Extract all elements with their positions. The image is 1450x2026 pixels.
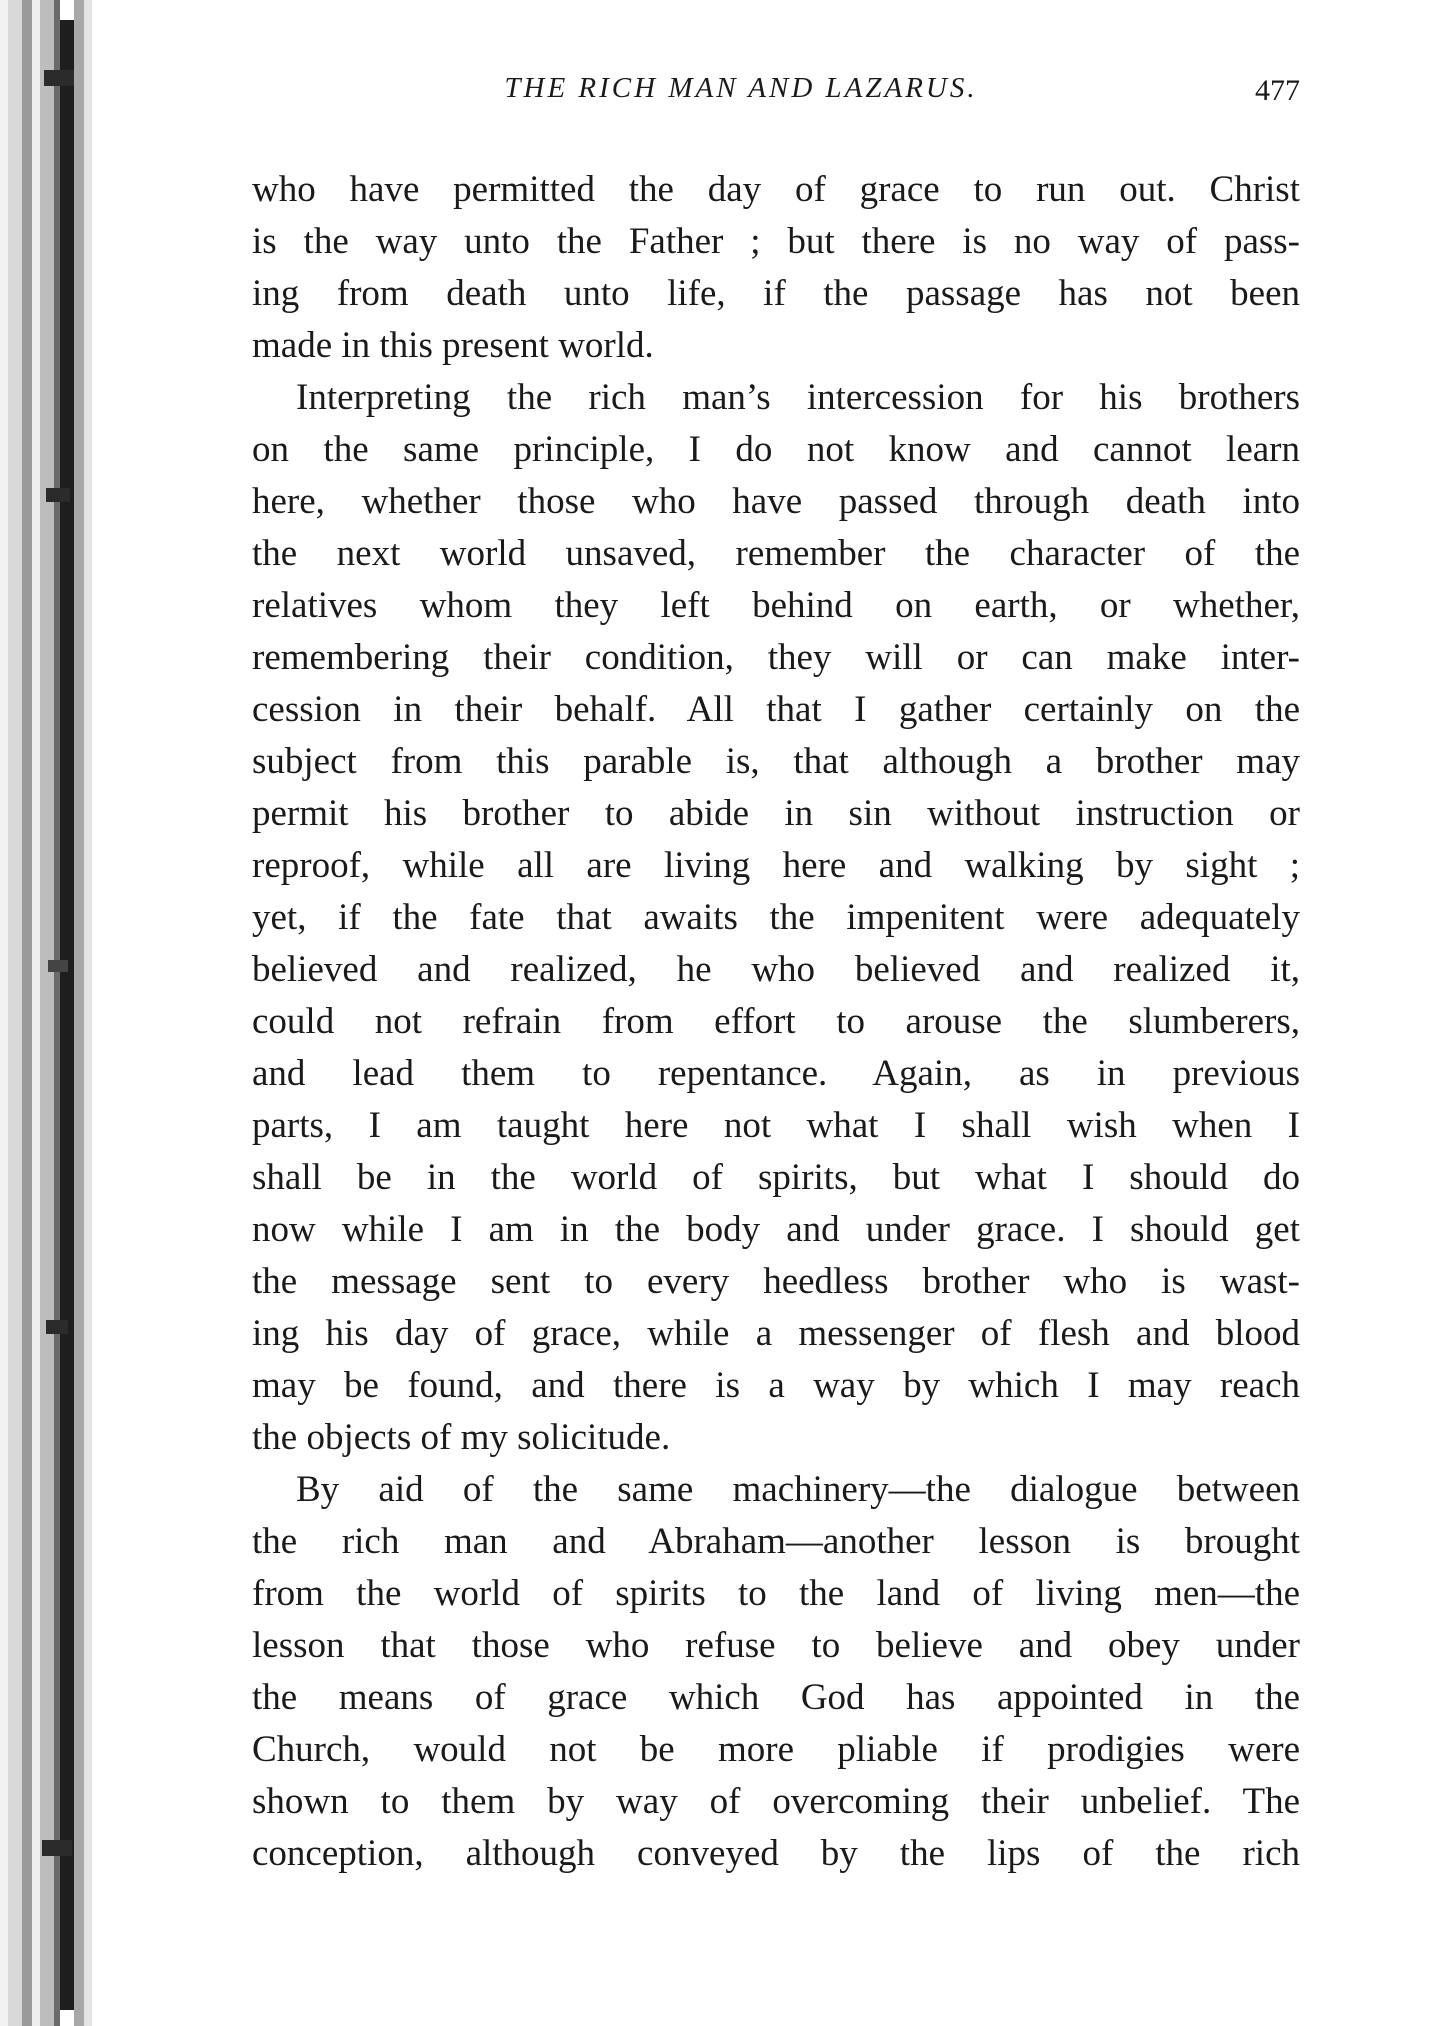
text-line: cession in their behalf. All that I gather certainly on the [252,689,1300,730]
text-line: the message sent to every heedless brother who is wast- [252,1261,1300,1302]
text-line: the objects of my solicitude. [252,1417,671,1458]
text-line: ing his day of grace, while a messenger of flesh and blood [252,1313,1300,1354]
book-page [252,70,1300,1880]
paragraph-1 [252,164,1300,372]
text-line: ing from death unto life, if the passage has not been [252,273,1300,314]
text-line: yet, if the fate that awaits the impenitent were adequately [252,897,1300,938]
text-line: may be found, and there is a way by which I may reach [252,1365,1300,1406]
text-line: By aid of the same machinery—the dialogue between [296,1469,1300,1510]
text-line: the next world unsaved, remember the character of the [252,533,1300,574]
text-line: the means of grace which God has appointed in the [252,1677,1300,1718]
text-line: now while I am in the body and under grace. I should get [252,1209,1300,1250]
text-line: made in this present world. [252,325,654,366]
text-line: here, whether those who have passed through death into [252,481,1300,522]
text-line: Interpreting the rich man’s intercession for his brothers [296,377,1300,418]
body-text [252,164,1300,1880]
text-line: Church, would not be more pliable if prodigies were [252,1729,1300,1770]
text-line: from the world of spirits to the land of living men—the [252,1573,1300,1614]
text-line: shown to them by way of overcoming their unbelief. The [252,1781,1300,1822]
text-line: who have permitted the day of grace to run out. Christ [252,169,1300,210]
text-line: shall be in the world of spirits, but what I should do [252,1157,1300,1198]
text-line: believed and realized, he who believed and realized it, [252,949,1300,990]
page-number: 477 [1255,74,1300,107]
running-title: THE RICH MAN AND LAZARUS. [504,72,978,104]
text-line: is the way unto the Father ; but there is no way of pass- [252,221,1300,262]
text-line: the rich man and Abraham—another lesson is brought [252,1521,1300,1562]
paragraph-2 [252,372,1300,1464]
text-line: and lead them to repentance. Again, as in previous [252,1053,1300,1094]
page-header [252,70,1300,120]
text-line: conception, although conveyed by the lips of the rich [252,1833,1300,1874]
text-line: reproof, while all are living here and walking by sight ; [252,845,1300,886]
text-line: parts, I am taught here not what I shall wish when I [252,1105,1300,1146]
text-line: on the same principle, I do not know and cannot learn [252,429,1300,470]
text-line: subject from this parable is, that although a brother may [252,741,1300,782]
text-line: remembering their condition, they will or can make inter- [252,637,1300,678]
book-binding-edge [0,0,120,2026]
text-line: relatives whom they left behind on earth, or whether, [252,585,1300,626]
text-line: could not refrain from effort to arouse the slumberers, [252,1001,1300,1042]
paragraph-3 [252,1464,1300,1880]
text-line: permit his brother to abide in sin without instruction or [252,793,1300,834]
text-line: lesson that those who refuse to believe and obey under [252,1625,1300,1666]
